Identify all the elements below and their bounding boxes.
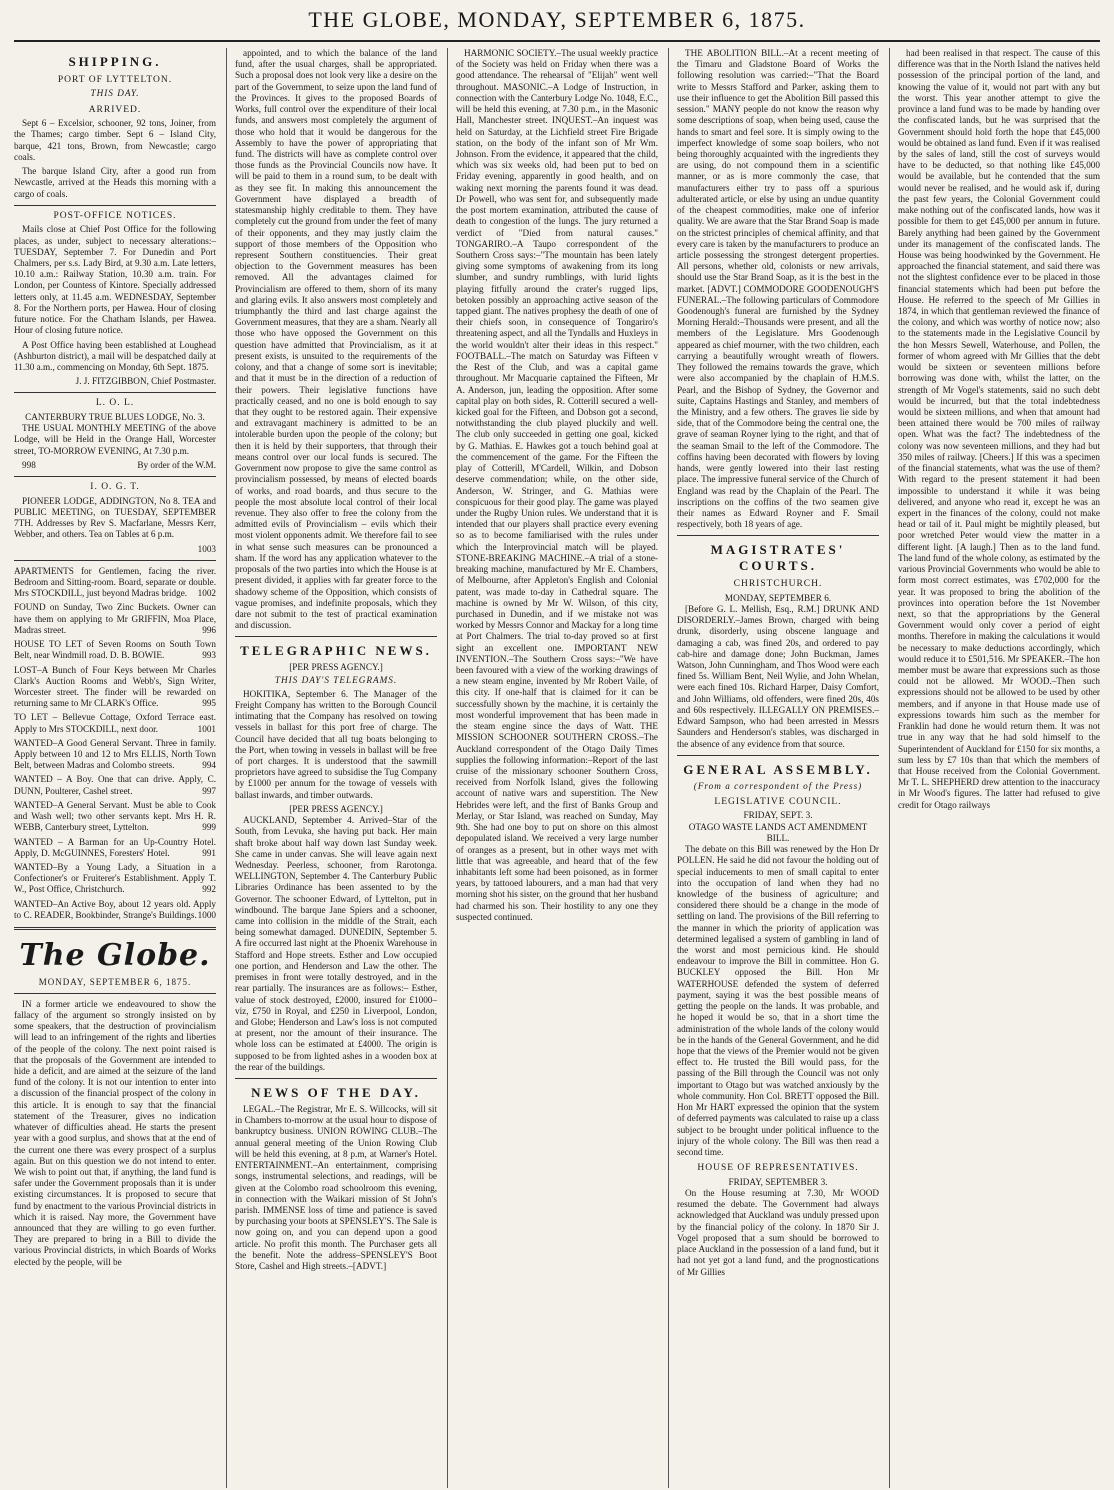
classified-ad: WANTED – A Barman for an Up-Country Hotel. Apply, D. McGUINNES, Foresters' Hotel. 991 — [14, 836, 216, 858]
press-agency-label-2: [PER PRESS AGENCY.] — [289, 803, 383, 814]
classified-ad: WANTED–A General Servant. Must be able to Cook and Wash well; two other servants kept. Mrs H. R. WEBB, Canterbury street, Lyttelton. 999 — [14, 799, 216, 833]
divider — [235, 1078, 437, 1079]
telegram-text-2: AUCKLAND, September 4. Arrived–Star of the South, from Levuka, she having put back. Her main shaft broke about half way down last Sunday week. She came in under canvas. She will leave again next Wednesday. Peerless, schooner, from Rarotonga. WELLINGTON, September 4. The Canterbury Public Libraries Ordinance has been assented to by the Governor. The schooner Edward, of Lyttelton, put in windbound. The barque Jane Spiers and a schooner, came into collision in the middle of the Strait, each being somewhat damaged. DUNEDIN, September 5. A fire occurred last night at the Phoenix Warehouse in Stafford and Hope streets. Esther and Low occupied one portion, and Henderson and Law the other. The premises in front were totally destroyed, and in the rear partially. The insurances are as follows:– Esther, value of stock destroyed, £2000, insured for £1000–viz, £750 in Royal, and £250 in Liverpool, London, and Globe; Henderson and Law's loss is not computed at present, nor the amount of their insurance. The whole loss can be estimated at £4000. The origin is supposed to be from lighted ashes in a wooden box at the rear of the buildings. — [235, 815, 437, 1072]
bill-title: OTAGO WASTE LANDS ACT AMENDMENT BILL. — [688, 821, 868, 843]
globe-nameplate: The Globe. — [19, 938, 211, 974]
post-office-text-2: A Post Office having been established at Loughead (Ashburton district), a mail will be despatched daily at 11.30 a.m., commencing on Monday, 6th Sept. 1875. — [14, 339, 216, 372]
telegram-text: HOKITIKA, September 6. The Manager of the Freight Company has written to the Borough Council intimating that the Company has resolved on towing vessels in ballast for this port free of charge. The Council have decided that all tug boats belonging to the Port, when towing in vessels in ballast will be free of port charges. It is understood that the sawmill proprietors have agreed to subsidise the Tug Company by £1000 per annum for the towage of vessels with ballast inwards, and timber outwards. — [235, 688, 437, 800]
iogt-number: 1003 — [197, 543, 216, 554]
arrivals-text: Sept 6 – Excelsior, schooner, 92 tons, Joiner, from the Thames; cargo timber. Sept 6 – Island City, barque, 421 tons, Brown, from Newcastle; cargo coals. — [14, 118, 216, 162]
classified-ad: WANTED – A Boy. One that can drive. Apply, C. DUNN, Poulterer, Cashel street. 997 — [14, 774, 216, 796]
classified-ad: FOUND on Sunday, Two Zinc Buckets. Owner can have them on applying to Mr GRIFFIN, Moa Place, Madras street. 996 — [14, 602, 216, 635]
classified-ad: HOUSE TO LET of Seven Rooms on South Town Belt, near Windmill road. D. B. BOWIE. 993 — [14, 639, 216, 661]
classified-ad: WANTED–By a Young Lady, a Situation in a Confectioner's or Fruiterer's Establishment. Apply T. W., Post Office, Christchurch. 992 — [14, 862, 216, 895]
house-of-representatives-label: HOUSE OF REPRESENTATIVES. — [697, 1163, 859, 1174]
house-text: On the House resuming at 7.30, Mr WOOD resumed the debate. The Government had always acknowledged that Auckland was unduly pressed upon by the financial policy of the colony. In 1870 Sir J. Vogel proposed that a sum should be borrowed to place Auckland in the possession of a land fund, but it had not yet got a land fund, and the prognostications of Mr Gillies — [677, 1188, 879, 1277]
lol-title: L. O. L. — [95, 398, 135, 409]
general-assembly-title: GENERAL ASSEMBLY. — [683, 761, 873, 777]
barque-note: The barque Island City, after a good run from Newcastle, arrived at the Heads this morning with a cargo of coals. — [14, 166, 216, 199]
arrived-label: ARRIVED. — [88, 104, 142, 115]
this-day-label: THIS DAY. — [90, 88, 140, 99]
classified-ad: APARTMENTS for Gentlemen, facing the river. Bedroom and Sitting-room. Board, separate or double. Mrs STOCKDILL, just beyond Madras bridge. 1002 — [14, 565, 216, 599]
post-office-sign: J. J. FITZGIBBON, Chief Postmaster. — [75, 376, 216, 387]
divider — [235, 636, 437, 637]
lol-sign: 998 By order of the W.M. — [14, 460, 216, 471]
divider — [14, 927, 216, 930]
divider — [677, 535, 879, 536]
divider — [14, 476, 216, 477]
leader-article: IN a former article we endeavoured to show the fallacy of the argument so strongly insisted on by some speakers, that the destruction of provincialism will lead to an infringement of the rights and liberties of the people of the colony. The next point raised is that the proposals of the Government are intended to hide a deficit, and are aimed at the seizure of the land fund of the colony. It is not our intention to enter into a discussion of the financial prospect of the colony in this article. It is enough to say that the financial statement of the Treasurer, gives no indication whatever of difficulties ahead. He starts the present year with a good surplus, and shows that at the end of the current one there was every prospect of a surplus again. But on this question we do not intend to enter. We wish to point out that, if anything, the land fund is safer under the Government proposals than it is under existing circumstances. It is proposed to secure that fund by enactment to the various Provincial districts in which it is raised. Nay more, the Government have announced that they are willing to go even further. They are prepared to bring in a Bill to divide the various Provincial districts, in which Boards of Works elected by the people, will be — [14, 998, 216, 1267]
todays-telegrams-label: THIS DAY'S TELEGRAMS. — [274, 675, 398, 686]
press-agency-label: [PER PRESS AGENCY.] — [289, 662, 383, 673]
column-3 — [447, 48, 658, 1488]
post-office-text: Mails close at Chief Post Office for the following places, as under, subject to necessary alterations:– TUESDAY, September 7. For Dunedin and Port Chalmers, per s.s. Lady Bird, at 9.30 a.m. Late letters, 10.10 a.m.: Railway Station, 10.30 a.m. train. For London, per Countess of Kintore. Specially addressed letters only, at 11.45 a.m. WEDNESDAY, September 8. For the Northern ports, per Hawea. Hour of closing future notice. For the Chatham Islands, per Hawea. Hour of closing future notice. — [14, 224, 216, 336]
classified-ad: TO LET – Bellevue Cottage, Oxford Terrace east. Apply to Mrs STOCKDILL, next door. 1001 — [14, 712, 216, 734]
legislative-council-label: LEGISLATIVE COUNCIL. — [714, 796, 842, 807]
classified-ad: WANTED–An Active Boy, about 12 years old. Apply to C. READER, Bookbinder, Strange's Buildings. 1000 — [14, 898, 216, 920]
news-items: HARMONIC SOCIETY.–The usual weekly practice of the Society was held on Friday when there was a good attendance. The rehearsal of "Elijah" went well throughout. MASONIC.–A Lodge of Instruction, in connection with the Canterbury Lodge No. 1048, E.C., will be held this evening, at 7.30 p.m., in the Masonic Hall, Manchester street. INQUEST.–An inquest was held on Saturday, at the Lichfield street Fire Brigade station, on the body of the infant son of Mr Wm. Johnson. From the evidence, it appeared that the child, which was six weeks old, had been put to bed on Friday evening, apparently in good health, and on waking next morning the parents found it was dead. Dr Powell, who was sent for, and subsequently made the post mortem examination, attributed the cause of death to congestion of the lungs. The jury returned a verdict of "Died from natural causes." TONGARIRO.–A Taupo correspondent of the Southern Cross says:–"The mountain has been lately giving some symptoms of awakening from its long slumber, and sundry rumblings, with lurid lights playing fitfully around the crater's rugged lips, betoken possibly an approaching active season of the tapped giant. The natives prophesy the death of one of their chiefs soon, in consequence of Tongariro's threatening aspect, and all the Tyndalls and Huxleys in the world wouldn't alter their ideas in this respect." FOOTBALL.–The match on Saturday was Fifteen v the Rest of the Club, and was a capital game throughout. Mr Macquarie captained the Fifteen, Mr A. Anderson, jun, leading the opposition. After some capital play on both sides, R. Cotterill secured a well-kicked goal for the Fifteen, and Dobson got a second, notwithstanding the club played pluckily and well. The club only succeeded in getting one goal, kicked by G. Mathias. E. Hawkes got a touch behind goal at the commencement of the game. For the Fifteen the play of Cotterill, M'Cardell, Wilkin, and Dobson deserve commendation; while, on the other side, Anderson, W. Stringer, and G. Mathias were conspicuous for their good play. The game was played under the Rugby Union rules. We understand that it is intended that our players shall practice every evening so as to become familiarised with the rules under which the Interprovincial match will be played. STONE-BREAKING MACHINE.–A trial of a stone-breaking machine, manufactured by Mr E. Chambers, of Melbourne, after Appleton's English and Colonial patent, was made to-day in Cathedral square. The machine is owned by Mr W. Wilson, of this city, purchased in Dunedin, and if we mistake not was worked by Messrs Connor and Mackay for a long time at Port Chalmers. The trial to-day proved so at first sight an excellent one. IMPORTANT NEW INVENTION.–The Southern Cross says:–"We have been favoured with a view of the working drawings of a new steam engine, invented by Mr Robert Vaile, of this city. If one-half that is claimed for it can be successfully shown by the machine, it is certainly the most wonderful improvement that has been made in the steam engine since the days of Watt. THE MISSION SCHOONER SOUTHERN CROSS.–The Auckland correspondent of the Otago Daily Times supplies the following information:–Report of the last cruise of the missionary schooner Southern Cross, received from Norfolk Island, gives the following account of native wars and superstition. The New Hebrides were left, and the first of Banks Group and Merlay, or Star Island, was reached on Sunday, May 9th. She had one boy to put on shore on this almost depopulated island. We received a very large number of oranges as a present, but in other ways met with little that was agreeable, and heard that of the few inhabitants left some had been poisoned, as in former years, by tattooed labourers, and a man had that very morning shot his sister, on the ground that her husband had charmed his son. Their hostility to any one they suspected continued. — [456, 48, 658, 922]
court-date: MONDAY, SEPTEMBER 6. — [724, 592, 832, 603]
magistrates-courts-title: MAGISTRATES' COURTS. — [710, 542, 846, 574]
lol-text: THE USUAL MONTHLY MEETING of the above Lodge, will be Held in the Orange Hall, Worcester street, TO-MORROW EVENING, At 7.30 p.m. — [14, 423, 216, 456]
divider — [14, 205, 216, 206]
divider — [14, 993, 216, 994]
news-of-the-day-title: NEWS OF THE DAY. — [251, 1085, 421, 1101]
correspondent-label: (From a correspondent of the Press) — [693, 780, 863, 791]
court-text: [Before G. L. Mellish, Esq., R.M.] DRUNK AND DISORDERLY.–James Brown, charged with being drunk, disorderly, using obscene language and damaging a cab, was fined 20s, and ordered to pay cab-hire and damage done; John Buckman, James Watson, John Cunningham, and Thos Wood were each fined 5s. William Bent, Neil Wylie, and John Whelan, were each fined 10s. Richard Harper, Daisy Comfort, and John Williams, old offenders, were fined 20s, 40s and 60s respectively. ILLEGALLY ON PREMISES.–Edward Sampson, who had been arrested in Messrs Saunders and Henderson's stables, was discharged in the absence of any evidence from that source. — [677, 603, 879, 749]
column-2 — [226, 48, 437, 1488]
divider — [14, 392, 216, 393]
divider — [677, 755, 879, 756]
masthead — [14, 0, 1100, 42]
news-items-continued: THE ABOLITION BILL.–At a recent meeting of the Timaru and Gladstone Board of Works the following resolution was carried:–"That the Board write to Messrs Stafford and Parker, asking them to use their influence to get the Abolition Bill passed this session." MANY people do not know the reason why some descriptions of soap, when being used, cause the hands to smart and feel sore. It is simply owing to the imperfect knowledge of some soap boilers, who not being thoroughly acquainted with the ingredients they are using, do not compound them in a scientific manner, or as is more commonly the case, that manufacturers either try to pass off a spurious adulterated article, or else by using an undue quantity of the cheapest commodities, make one of inferior quality. We are aware that the Star Brand Soap is made on the strictest principles of chemical affinity, and that every care is taken by the manufacturers to produce an article possessing the strongest detergent properties. All persons, whether old, colonists or new arrivals, should use the Star Brand Soap, as it is the best in the market. [ADVT.] COMMODORE GOODENOUGH'S FUNERAL.–The following particulars of Commodore Goodenough's funeral are furnished by the Sydney Morning Herald:–Thousands were present, and all the members of the Legislature. Mrs Goodenough appeared as chief mourner, with the two children, each carrying a beautifully wrought wreath of flowers. They followed the remains towards the grave, which were also accompanied by the chaplain of H.M.S. Pearl, and the Bishop of Sydney, the Governor and suite, Captains Hastings and Stanley, and members of the Ministry, and a few others. The graves lie side by side, that of the Commodore being the central one, the grave of seaman Royner lying to the right, and that of the seaman Smail to the left of the Commodore. The coffins having been decorated with flowers by loving hands, were gently lowered into their last resting place. The impressive funeral service of the Church of England was read by the Chaplain of the Pearl. The inscriptions on the coffins of the two seamen give their names as Edward Royner and F. Smail respectively, both 18 years of age. — [677, 48, 879, 530]
telegraphic-news-title: TELEGRAPHIC NEWS. — [240, 643, 432, 659]
masthead-title: THE GLOBE, MONDAY, SEPTEMBER 6, 1875. — [308, 7, 806, 32]
columns — [14, 48, 1100, 1488]
council-date: FRIDAY, SEPT. 3. — [743, 810, 813, 821]
leader-continued: appointed, and to which the balance of the land fund, after the usual charges, shall be appropriated. Such a proposal does not look very like a desire on the part of the Government, to seize upon the land fund of the Provinces. It gives to the proposed Boards of Works, full control over the expenditure of their local funds, and answers most completely the argument of those who hold that it would be dangerous for the Assembly to have the power of appropriating that fund. The districts will have as complete control over those funds as the Provincial Councils now have. It will be paid to them in a round sum, to be dealt with as they see fit. In making this announcement the Government have displayed a breadth of statesmanship highly creditable to them. They have completely cut the ground from under the feet of many of their opponents, and they may justly claim the support of those members of the Opposition who represent Southern constituencies. Their great objection to the Government measures has been removed. All the advantages claimed for Provincialism are offered to them, shorn of its many and glaring evils. It also answers most completely and triumphantly the third and last charge against the Government measures, that they are a sham. Nearly all those who have opposed the Government on this question have admitted that Provincialism, as it at present exists, is unsuited to the requirements of the colony, and that a change of some sort is inevitable; and that it must be in the direction of a reduction of their powers. Their legislative functions have practically ceased, and no one is bold enough to say that they ought to be restored again. Their expensive and extravagant machinery is admitted to be an intolerable burden upon the people of the colony; but then it is held by their supporters, that through their means control over our local funds is secured. The Government now propose to give the same control as provincialism possessed, by means of elected boards of works, and road boards, and thus secure to the people the most absolute local control of their local revenue. They also offer to free the colony from the admitted evils of Provincialism – evils which their most violent opponents admit. We therefore fail to see in what sense such measures can be pronounced a sham. If the word has any application whatever to the proposals of the two parties into which the House is at present divided, it applies with far greater force to the shadowy scheme of the Opposition, which consists of vague promises, and indefinite proposals, which they dare not submit to the test of practical examination and discussion. — [235, 48, 437, 631]
classified-ads — [14, 566, 216, 921]
globe-date: MONDAY, SEPTEMBER 6, 1875. — [38, 976, 192, 987]
post-office-title: POST-OFFICE NOTICES. — [53, 210, 177, 221]
lol-number: 998 — [22, 459, 36, 470]
column-1 — [14, 48, 216, 1488]
iogt-title: I. O. G. T. — [90, 482, 140, 493]
iogt-text: PIONEER LODGE, ADDINGTON, No 8. TEA and PUBLIC MEETING, on TUESDAY, SEPTEMBER 7TH. Addresses by Rev S. Macfarlane, Messrs Kerr, Webber, and others. Tea on Tables at 6 p.m. — [14, 495, 216, 540]
divider — [14, 560, 216, 561]
christchurch-label: CHRISTCHURCH. — [733, 579, 823, 590]
news-of-the-day-text: LEGAL.–The Registrar, Mr E. S. Willcocks, will sit in Chambers to-morrow at the usual hour to dispose of bankruptcy business. UNION ROWING CLUB.–The annual general meeting of the Union Rowing Club will be held this evening, at 8 p.m, at Warner's Hotel. ENTERTAINMENT.–An entertainment, comprising songs, instrumental selections, and readings, will be given at the Colombo road schoolroom this evening, in connection with the Waikari mission of St John's parish. IMMENSE loss of time and patience is saved by purchasing your boots at SPENSLEY'S. The Sale is now going on, and you can depend upon a good article. No profit this month. The Purchaser gets all the benefit. Note the address–SPENSLEY'S Boot Store, Cashel and High streets.–[ADVT.] — [235, 1103, 437, 1272]
column-4 — [668, 48, 879, 1488]
column-5 — [889, 48, 1100, 1488]
house-date: FRIDAY, SEPTEMBER 3. — [728, 1176, 828, 1187]
classified-ad: WANTED–A Good General Servant. Three in family. Apply between 10 and 12 to Mrs ELLIS, North Town Belt, between Madras and Colombo streets. 994 — [14, 737, 216, 771]
lol-subtitle: CANTERBURY TRUE BLUES LODGE, No. 3. — [25, 411, 205, 422]
shipping-title: SHIPPING. — [68, 54, 162, 69]
classified-ad: LOST–A Bunch of Four Keys between Mr Charles Clark's Auction Rooms and Webb's, Sign Writer, Worcester street. The finder will be rewarded on returning same to Mr CLARK's Office. 995 — [14, 664, 216, 709]
council-text: The debate on this Bill was renewed by the Hon Dr POLLEN. He said he did not favour the holding out of special inducements to men of small capital to enter into the occupation of land when they had no knowledge of the business of agriculture; and considered there should be a change in the mode of settling on land. The provisions of the Bill referring to the manner in which the priority of application was determined legalised a system of gambling in land of the worst and most pernicious kind. He should endeavour to improve the Bill in committee. Hon G. BUCKLEY opposed the Bill. Hon Mr WATERHOUSE defended the system of deferred payment, saying it was the best possible means of getting the people on the lands. It was probable, and he hoped it would be so, that in a short time the administration of the whole lands of the colony would be in the hands of the General Government, and he did hope that the views of the Premier would not be given effect to. He trusted the Bill would pass, for the passing of the Bill through the Council was not only important to Otago but was watched anxiously by the whole community. Hon Col. BRETT opposed the Bill. Hon Mr HART expressed the opinion that the system of deferred payments was calculated to raise up a class subject to be brought under political influence to the injury of the whole colony. The Bill was then read a second time. — [677, 844, 879, 1157]
port-title: PORT OF LYTTELTON. — [57, 74, 173, 85]
house-debate-continued: had been realised in that respect. The cause of this difference was that in the North Island the natives held possession of the principal portion of the land, and knowing the value of it, would not part with any but the worst. This year another attempt to give the province a land fund was to be made by handing over the confiscated lands, but he was surprised that the Government should hold forth the hope that £45,000 would be obtained as land fund. Even if it was realised by the sales of land, still the cost of surveys would have to be deducted, so that nothing like £45,000 would be available, but he contended that the sum would never be realised, and he would ask if, during the past few years, the Colonial Government could make nothing out of the confiscated lands, how was it possible for them to get £45,000 per annum in future. Barely anything had been gained by the Government under its management of the confiscated lands. The House was being hoodwinked by the Government. He approached the financial statement, and said there was not the slightest confidence ever to be placed in those financial statements which had been put before the House. He referred to the speech of Mr Gillies in 1874, in which that gentleman reviewed the finance of the colony, and which was worthy of notice now; also to the statements made in the Legislative Council by the hon Messrs Sewell, Waterhouse, and Pollen, the former of whom agreed with Mr Gillies that the debt would be sixteen or seventeen millions before borrowing was done with, whilst the latter, on the strength of Mr Vogel's statements, said no such debt would be incurred, but that the total indebtedness would be sixteen millions, and when that amount had been attained there would be 700 miles of railway open. What was the fact? The indebtedness of the colony was now seventeen millions, and they had but 350 miles of railway. [Cheers.] If this was a specimen of the financial statements, what was the use of them? With regard to the present statement it had been impossible to understand it while it was being delivered, and anyone who read it, except he was an expert in the finances of the colony, could not make head or tail of it. Paul might be mightily pleased, but poor wretched Peter would view the matter in a different light. [A laugh.] Then as to the land fund. The land fund of the whole colony, as estimated by the various Provincial Governments who would be able to form most correct estimates, was £702,000 for the year. It was proposed to bring the abolition of the provinces into operation before the 1st November next, so that the appropriations by the General Government would only cover a period of eight months. Therefore in making the calculations it would be necessary to make deductions accordingly, which would reduce it to £501,516. Mr SPEAKER.–The hon member must be aware that expressions such as those could not be allowed. Mr WOOD.–Then such expressions should not be allowed to be used by other members, and if anyone in that House made use of expressions towards him such as the member for Franklin had done he would return them. It was not true in any way that he had sold himself to the Superintendent of Auckland for £150 for six months, a sum less by £7 10s than that which the members of that House received from the Colonial Government. Mr T. L. SHEPHERD drew attention to the inaccuracy in Mr Wood's figures. The latter had refused to give credit for Otago railways — [898, 48, 1100, 810]
